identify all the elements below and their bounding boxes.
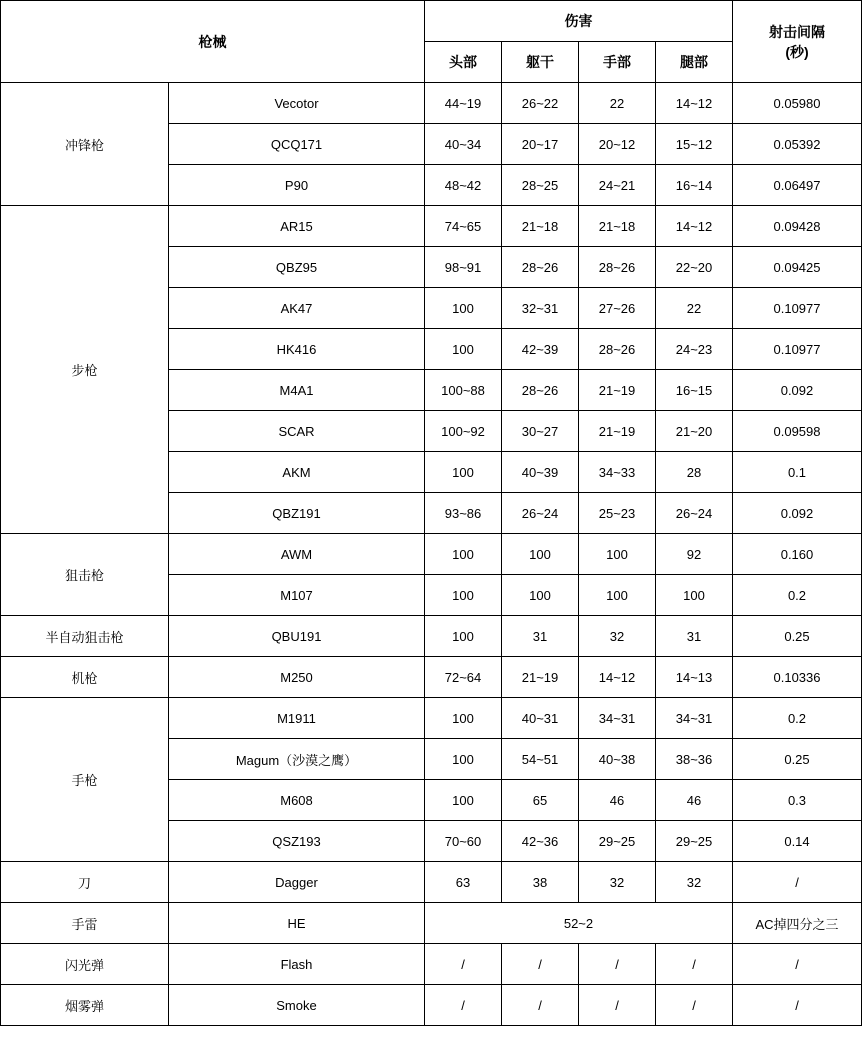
weapon-name-cell: AR15 — [169, 206, 425, 247]
leg-damage-cell: 26~24 — [656, 493, 733, 534]
leg-damage-cell: 14~13 — [656, 657, 733, 698]
table-row — [1, 534, 862, 575]
weapon-name-cell: QBU191 — [169, 616, 425, 657]
hand-damage-cell: 21~19 — [579, 370, 656, 411]
torso-damage-cell: 42~36 — [502, 821, 579, 862]
leg-damage-cell: 14~12 — [656, 206, 733, 247]
table-body — [1, 83, 862, 1026]
hand-damage-cell: 25~23 — [579, 493, 656, 534]
leg-damage-cell: 24~23 — [656, 329, 733, 370]
table-row — [1, 616, 862, 657]
interval-cell: 0.2 — [733, 575, 862, 616]
table-row — [1, 944, 862, 985]
interval-header-line2: (秒) — [785, 43, 809, 60]
torso-damage-cell: 65 — [502, 780, 579, 821]
weapon-name-cell: P90 — [169, 165, 425, 206]
head-damage-cell: 100 — [425, 288, 502, 329]
interval-cell: 0.05392 — [733, 124, 862, 165]
torso-damage-cell: 21~19 — [502, 657, 579, 698]
head-damage-cell: 100 — [425, 616, 502, 657]
interval-cell: 0.1 — [733, 452, 862, 493]
torso-damage-cell: 20~17 — [502, 124, 579, 165]
torso-damage-cell: 26~24 — [502, 493, 579, 534]
interval-cell: 0.10977 — [733, 288, 862, 329]
leg-damage-cell: 100 — [656, 575, 733, 616]
weapon-name-cell: HK416 — [169, 329, 425, 370]
weapon-name-cell: SCAR — [169, 411, 425, 452]
head-damage-cell: 63 — [425, 862, 502, 903]
weapon-name-cell: Smoke — [169, 985, 425, 1026]
torso-damage-cell: 40~31 — [502, 698, 579, 739]
head-damage-cell: 100~88 — [425, 370, 502, 411]
head-damage-cell: 100~92 — [425, 411, 502, 452]
category-cell: 步枪 — [1, 206, 169, 534]
interval-cell: 0.092 — [733, 493, 862, 534]
damage-header: 伤害 — [425, 1, 733, 42]
hand-damage-cell: 34~33 — [579, 452, 656, 493]
hand-damage-cell: 22 — [579, 83, 656, 124]
head-damage-cell: 100 — [425, 739, 502, 780]
weapon-name-cell: HE — [169, 903, 425, 944]
leg-damage-cell: 16~14 — [656, 165, 733, 206]
hand-damage-cell: 20~12 — [579, 124, 656, 165]
weapon-name-cell: M250 — [169, 657, 425, 698]
weapon-name-cell: M1911 — [169, 698, 425, 739]
hand-header: 手部 — [579, 42, 656, 83]
weapon-name-cell: M4A1 — [169, 370, 425, 411]
leg-damage-cell: 29~25 — [656, 821, 733, 862]
torso-damage-cell: / — [502, 985, 579, 1026]
hand-damage-cell: 46 — [579, 780, 656, 821]
hand-damage-cell: 27~26 — [579, 288, 656, 329]
interval-cell: 0.160 — [733, 534, 862, 575]
interval-cell: 0.09428 — [733, 206, 862, 247]
hand-damage-cell: 32 — [579, 862, 656, 903]
torso-damage-cell: / — [502, 944, 579, 985]
weapon-name-cell: Magum（沙漠之鹰） — [169, 739, 425, 780]
head-damage-cell: 100 — [425, 329, 502, 370]
hand-damage-cell: 28~26 — [579, 247, 656, 288]
weapon-name-cell: QSZ193 — [169, 821, 425, 862]
torso-damage-cell: 28~25 — [502, 165, 579, 206]
leg-damage-cell: 14~12 — [656, 83, 733, 124]
leg-damage-cell: 28 — [656, 452, 733, 493]
head-damage-cell: 70~60 — [425, 821, 502, 862]
head-damage-cell: 100 — [425, 780, 502, 821]
weapon-name-cell: AWM — [169, 534, 425, 575]
interval-cell: / — [733, 985, 862, 1026]
head-damage-cell: 72~64 — [425, 657, 502, 698]
leg-damage-cell: 34~31 — [656, 698, 733, 739]
leg-damage-cell: 32 — [656, 862, 733, 903]
category-cell: 机枪 — [1, 657, 169, 698]
interval-cell: 0.25 — [733, 616, 862, 657]
interval-cell: 0.3 — [733, 780, 862, 821]
weapon-name-cell: QBZ95 — [169, 247, 425, 288]
torso-damage-cell: 54~51 — [502, 739, 579, 780]
head-damage-cell: 93~86 — [425, 493, 502, 534]
hand-damage-cell: 32 — [579, 616, 656, 657]
hand-damage-cell: 21~18 — [579, 206, 656, 247]
interval-cell: 0.092 — [733, 370, 862, 411]
hand-damage-cell: / — [579, 985, 656, 1026]
leg-damage-cell: 21~20 — [656, 411, 733, 452]
interval-cell: 0.09425 — [733, 247, 862, 288]
leg-damage-cell: 38~36 — [656, 739, 733, 780]
leg-damage-cell: / — [656, 985, 733, 1026]
category-cell: 闪光弹 — [1, 944, 169, 985]
leg-damage-cell: 16~15 — [656, 370, 733, 411]
torso-damage-cell: 28~26 — [502, 370, 579, 411]
interval-cell: 0.09598 — [733, 411, 862, 452]
table-row — [1, 657, 862, 698]
table-row — [1, 206, 862, 247]
torso-damage-cell: 32~31 — [502, 288, 579, 329]
head-damage-cell: 48~42 — [425, 165, 502, 206]
table-row — [1, 862, 862, 903]
torso-damage-cell: 38 — [502, 862, 579, 903]
head-damage-cell: / — [425, 944, 502, 985]
weapon-name-cell: Vecotor — [169, 83, 425, 124]
table-row — [1, 83, 862, 124]
head-damage-cell: 100 — [425, 534, 502, 575]
torso-damage-cell: 30~27 — [502, 411, 579, 452]
weapon-name-cell: Flash — [169, 944, 425, 985]
table-row — [1, 903, 862, 944]
interval-header — [733, 1, 862, 83]
hand-damage-cell: 100 — [579, 575, 656, 616]
interval-cell: AC掉四分之三 — [733, 903, 862, 944]
table-row — [1, 985, 862, 1026]
interval-cell: 0.06497 — [733, 165, 862, 206]
torso-damage-cell: 31 — [502, 616, 579, 657]
leg-damage-cell: 22 — [656, 288, 733, 329]
head-damage-cell: 44~19 — [425, 83, 502, 124]
interval-cell: 0.2 — [733, 698, 862, 739]
torso-damage-cell: 40~39 — [502, 452, 579, 493]
table-row — [1, 698, 862, 739]
hand-damage-cell: 21~19 — [579, 411, 656, 452]
weapon-name-cell: AKM — [169, 452, 425, 493]
torso-damage-cell: 100 — [502, 534, 579, 575]
leg-damage-cell: 15~12 — [656, 124, 733, 165]
table-header — [1, 1, 862, 83]
leg-header: 腿部 — [656, 42, 733, 83]
head-damage-cell: 98~91 — [425, 247, 502, 288]
category-cell: 狙击枪 — [1, 534, 169, 616]
interval-header-line1: 射击间隔 — [769, 23, 825, 40]
leg-damage-cell: 22~20 — [656, 247, 733, 288]
interval-cell: 0.25 — [733, 739, 862, 780]
leg-damage-cell: 46 — [656, 780, 733, 821]
torso-damage-cell: 42~39 — [502, 329, 579, 370]
head-damage-cell: 100 — [425, 452, 502, 493]
category-cell: 手雷 — [1, 903, 169, 944]
interval-cell: 0.05980 — [733, 83, 862, 124]
hand-damage-cell: 24~21 — [579, 165, 656, 206]
head-damage-cell: 74~65 — [425, 206, 502, 247]
interval-cell: / — [733, 944, 862, 985]
category-cell: 半自动狙击枪 — [1, 616, 169, 657]
weapon-name-cell: AK47 — [169, 288, 425, 329]
torso-damage-cell: 21~18 — [502, 206, 579, 247]
torso-header: 躯干 — [502, 42, 579, 83]
merged-damage-cell: 52~2 — [425, 903, 733, 944]
head-damage-cell: 100 — [425, 575, 502, 616]
head-header: 头部 — [425, 42, 502, 83]
interval-cell: 0.10977 — [733, 329, 862, 370]
hand-damage-cell: 40~38 — [579, 739, 656, 780]
hand-damage-cell: 100 — [579, 534, 656, 575]
torso-damage-cell: 26~22 — [502, 83, 579, 124]
leg-damage-cell: 92 — [656, 534, 733, 575]
category-cell: 烟雾弹 — [1, 985, 169, 1026]
interval-cell: 0.10336 — [733, 657, 862, 698]
hand-damage-cell: 14~12 — [579, 657, 656, 698]
leg-damage-cell: 31 — [656, 616, 733, 657]
torso-damage-cell: 28~26 — [502, 247, 579, 288]
category-cell: 冲锋枪 — [1, 83, 169, 206]
hand-damage-cell: 28~26 — [579, 329, 656, 370]
head-damage-cell: 40~34 — [425, 124, 502, 165]
category-cell: 手枪 — [1, 698, 169, 862]
hand-damage-cell: / — [579, 944, 656, 985]
interval-cell: 0.14 — [733, 821, 862, 862]
hand-damage-cell: 34~31 — [579, 698, 656, 739]
leg-damage-cell: / — [656, 944, 733, 985]
torso-damage-cell: 100 — [502, 575, 579, 616]
weapon-name-cell: M608 — [169, 780, 425, 821]
head-damage-cell: 100 — [425, 698, 502, 739]
weapon-name-cell: QCQ171 — [169, 124, 425, 165]
category-cell: 刀 — [1, 862, 169, 903]
interval-cell: / — [733, 862, 862, 903]
weapon-name-cell: Dagger — [169, 862, 425, 903]
weapon-name-cell: M107 — [169, 575, 425, 616]
head-damage-cell: / — [425, 985, 502, 1026]
hand-damage-cell: 29~25 — [579, 821, 656, 862]
weapon-name-cell: QBZ191 — [169, 493, 425, 534]
weapon-header: 枪械 — [1, 1, 425, 83]
